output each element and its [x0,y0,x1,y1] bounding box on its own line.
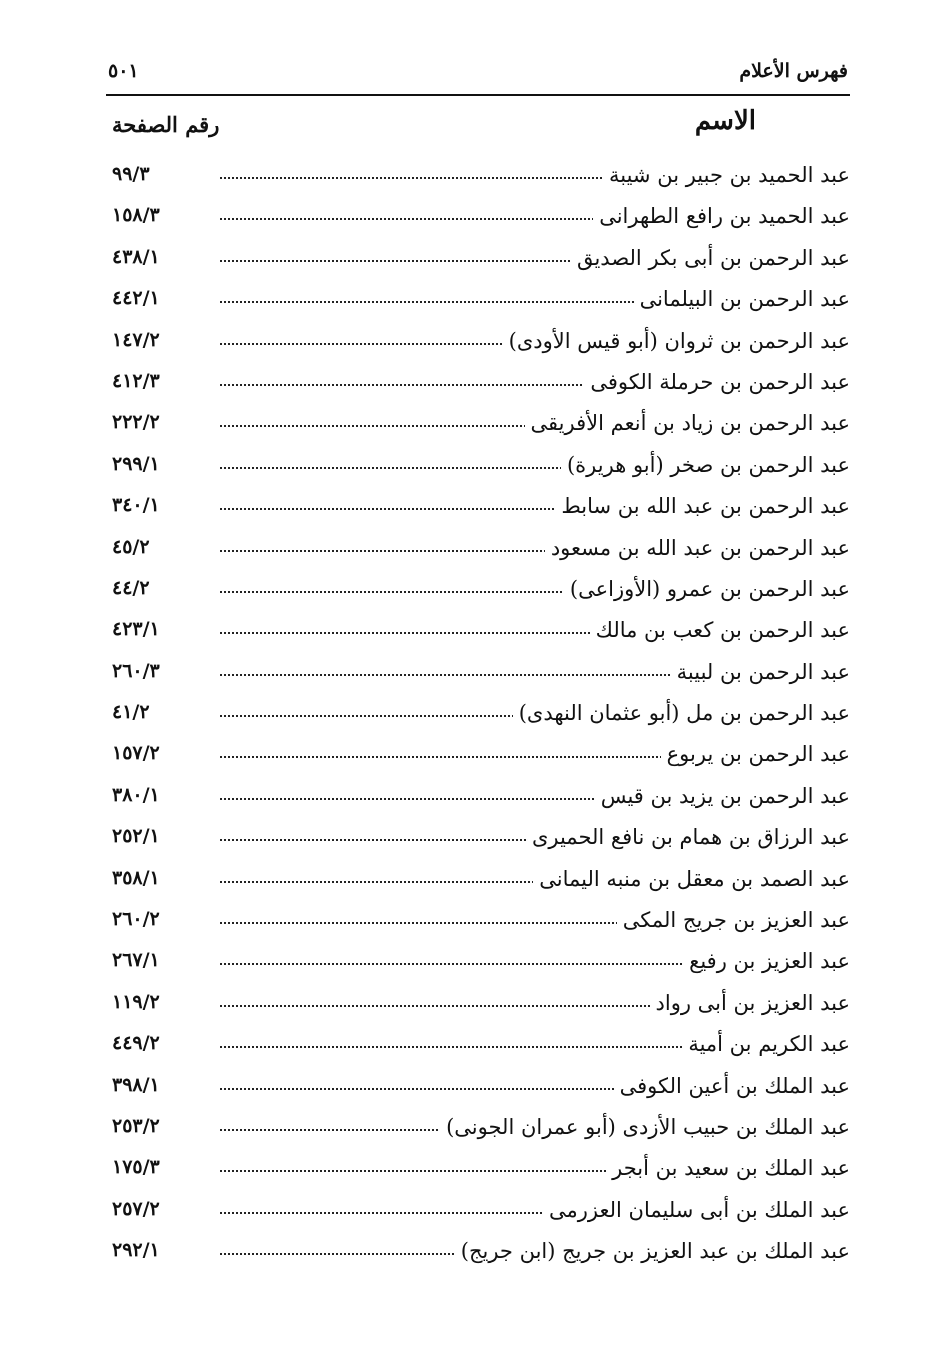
index-entry [108,695,850,736]
entry-page-ref: ٩٩/٣ [112,163,150,185]
index-entry [108,778,850,819]
entry-page-ref: ٢٦٠/٣ [112,659,160,682]
index-entry [108,902,850,943]
entry-page-ref: ٣٥٨/١ [112,866,160,889]
index-entry [108,861,850,902]
entry-name: عبد العزيز بن أبى رواد [650,991,850,1015]
entry-page-ref: ٢٦٠/٢ [112,908,160,931]
entry-page-ref: ٤٤٢/١ [112,287,160,310]
column-headings [108,106,848,146]
entry-name: عبد الرحمن بن أبى بكر الصديق [571,246,850,270]
entry-page-ref: ١٤٧/٢ [112,328,160,351]
entry-name: عبد العزيز بن جريج المكى [617,908,850,932]
entry-name: عبد العزيز بن رفيع [683,949,850,973]
entry-name: عبد الرحمن بن صخر (أبو هريرة) [561,453,850,477]
index-entry [108,240,850,281]
entry-page-ref: ٢٩٢/١ [112,1239,160,1262]
index-entry [108,281,850,322]
entry-page-ref: ٢٥٧/٢ [112,1197,160,1220]
entry-name: عبد الملك بن سعيد بن أبجر [606,1156,850,1180]
entry-page-ref: ٤٣٨/١ [112,245,160,268]
entry-name: عبد الرحمن بن عمرو (الأوزاعى) [564,577,850,601]
entry-name: عبد الرحمن بن يربوع [661,742,850,766]
entry-name: عبد الرحمن بن مل (أبو عثمان النهدى) [513,701,850,725]
entry-page-ref: ١٥٨/٣ [112,204,160,227]
index-entry [108,447,850,488]
entry-page-ref: ١٧٥/٣ [112,1156,160,1179]
entry-name: عبد الحميد بن جبير بن شيبة [603,163,850,187]
entry-name: عبد الملك بن حبيب الأزدى (أبو عمران الجونى) [440,1115,850,1139]
index-entry [108,612,850,653]
entry-name: عبد الرحمن بن لبيبة [671,660,850,684]
index-entry [108,198,850,239]
entry-name: عبد الرحمن بن عبد الله بن مسعود [545,536,850,560]
entry-name: عبد الكريم بن أمية [682,1032,850,1056]
index-entry [108,323,850,364]
index-entry [108,530,850,571]
index-entry [108,405,850,446]
entry-page-ref: ٣٩٨/١ [112,1073,160,1096]
entry-page-ref: ٢٩٩/١ [112,452,160,475]
name-column-heading: الاسم [694,106,756,136]
entry-name: عبد الملك بن أبى سليمان العزرمى [543,1198,850,1222]
entry-name: عبد الرحمن بن يزيد بن قيس [595,784,850,808]
index-entry [108,943,850,984]
index-entry [108,819,850,860]
index-entry [108,488,850,529]
entry-name: عبد الرحمن بن عبد الله بن سابط [555,494,850,518]
entry-page-ref: ٤٥/٢ [112,535,150,558]
entry-name: عبد الصمد بن معقل بن منبه اليمانى [533,867,850,891]
index-entry [108,571,850,612]
index-entry [108,654,850,695]
entry-name: عبد الملك بن عبد العزيز بن جريج (ابن جريج) [455,1239,850,1263]
index-entry [108,364,850,405]
entry-page-ref: ٣٨٠/١ [112,783,160,806]
entry-page-ref: ٤٤/٢ [112,576,150,599]
running-title: فهرس الأعلام [739,60,848,82]
entry-page-ref: ٤٢٣/١ [112,618,160,641]
index-entry [108,1192,850,1233]
entry-name: عبد الملك بن أعين الكوفى [614,1074,850,1098]
entry-name: عبد الرحمن بن البيلمانى [634,287,850,311]
index-entry [108,985,850,1026]
index-entry [108,1109,850,1150]
entry-page-ref: ٤١/٢ [112,701,150,724]
running-header [108,56,848,90]
entry-page-ref: ٢٢٢/٢ [112,411,160,434]
entry-page-ref: ٤١٢/٣ [112,369,160,392]
entry-page-ref: ١١٩/٢ [112,990,160,1013]
entry-name: عبد الرحمن بن زياد بن أنعم الأفريقى [525,411,850,435]
entry-page-ref: ٣٤٠/١ [112,494,160,517]
index-entries [108,157,850,1275]
page-column-heading: رقم الصفحة [112,112,220,137]
index-entry [108,1233,850,1274]
entry-name: عبد الحميد بن رافع الطهرانى [593,204,850,228]
entry-name: عبد الرحمن بن كعب بن مالك [590,618,850,642]
entry-name: عبد الرزاق بن همام بن نافع الحميرى [526,825,850,849]
entry-page-ref: ٢٦٧/١ [112,949,160,972]
header-rule [106,94,850,96]
index-entry [108,1068,850,1109]
index-entry [108,1026,850,1067]
index-entry [108,736,850,777]
entry-name: عبد الرحمن بن حرملة الكوفى [584,370,850,394]
entry-page-ref: ٢٥٣/٢ [112,1114,160,1137]
entry-page-ref: ٢٥٢/١ [112,825,160,848]
index-entry [108,1150,850,1191]
page-number: ٥٠١ [108,60,139,82]
entry-page-ref: ٤٤٩/٢ [112,1032,160,1055]
entry-page-ref: ١٥٧/٢ [112,742,160,765]
entry-name: عبد الرحمن بن ثروان (أبو قيس الأودى) [503,329,850,353]
index-entry [108,157,850,198]
